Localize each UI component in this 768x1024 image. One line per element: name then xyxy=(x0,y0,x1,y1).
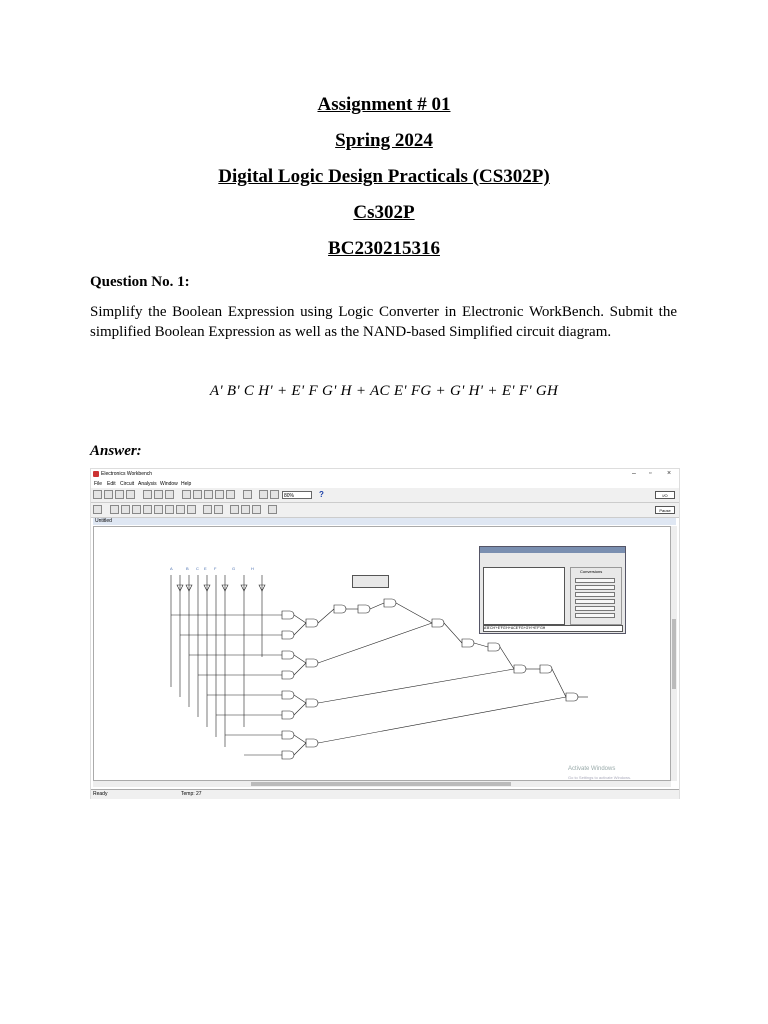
boolean-expression: A' B' C H' + E' F G' H + AC E' FG + G' H' + E' F' GH xyxy=(209,383,559,399)
transistors-bin-icon[interactable] xyxy=(132,505,141,514)
course-code: Cs302P xyxy=(353,202,415,223)
student-id: BC230215316 xyxy=(328,238,440,259)
logic-gates-bin-icon[interactable] xyxy=(176,505,185,514)
close-icon[interactable]: × xyxy=(667,470,672,477)
new-file-icon[interactable] xyxy=(93,490,102,499)
workbench-screenshot xyxy=(90,468,680,799)
assignment-title: Assignment # 01 xyxy=(317,94,451,115)
status-ready: Ready xyxy=(93,791,108,797)
flip-vertical-icon[interactable] xyxy=(204,490,213,499)
window-title: Electronics Workbench xyxy=(101,471,153,477)
cut-icon[interactable] xyxy=(143,490,152,499)
question-text: Simplify the Boolean Expression using Logic Converter in Electronic WorkBench. Submit the simplified Boolean Expression as well as the NAND-based Simplified circuit diagram. xyxy=(90,304,677,340)
open-folder-icon[interactable] xyxy=(104,490,113,499)
question-heading: Question No. 1: xyxy=(90,274,190,290)
menu-analysis[interactable]: Analysis xyxy=(138,481,157,487)
input-label-b: B xyxy=(186,566,189,571)
expression-to-truth-table-button[interactable] xyxy=(575,599,615,604)
sources-bin-icon[interactable] xyxy=(93,505,102,514)
input-label-a: A xyxy=(170,566,173,571)
rotate-icon[interactable] xyxy=(182,490,191,499)
converter-expression-field[interactable]: A'B'CH'+E'FG'H+ACE'FG+G'H'+E'F'GH xyxy=(483,625,623,632)
input-label-h: H xyxy=(251,566,254,571)
paste-icon[interactable] xyxy=(165,490,174,499)
circuit-window-title: Untitled xyxy=(95,518,112,524)
instruments-bin-icon[interactable] xyxy=(230,505,239,514)
menu-bar xyxy=(91,480,679,488)
menu-help[interactable]: Help xyxy=(181,481,192,487)
mixed-ics-bin-icon[interactable] xyxy=(154,505,163,514)
truth-table xyxy=(483,567,565,625)
graph-icon[interactable] xyxy=(243,490,252,499)
help-icon[interactable]: ? xyxy=(319,490,324,499)
miscellaneous-bin-icon[interactable] xyxy=(241,505,250,514)
input-label-c: C xyxy=(196,566,199,571)
conversions-panel xyxy=(570,567,622,625)
course-title: Digital Logic Design Practicals (CS302P) xyxy=(218,166,550,187)
save-icon[interactable] xyxy=(115,490,124,499)
expression-to-nand-button[interactable] xyxy=(575,613,615,618)
menu-circuit[interactable]: Circuit xyxy=(120,481,135,487)
analog-ics-bin-icon[interactable] xyxy=(143,505,152,514)
logic-converter-window[interactable] xyxy=(479,546,626,634)
input-label-f: F xyxy=(214,566,217,571)
indicators-bin-icon[interactable] xyxy=(203,505,212,514)
window-titlebar xyxy=(91,469,679,480)
status-bar xyxy=(91,789,679,799)
create-subcircuit-icon[interactable] xyxy=(226,490,235,499)
activate-windows-watermark: Activate Windows xyxy=(568,766,616,772)
menu-file[interactable]: File xyxy=(94,481,103,487)
vertical-scroll-thumb[interactable] xyxy=(672,619,676,689)
diodes-bin-icon[interactable] xyxy=(121,505,130,514)
instrument-icon[interactable] xyxy=(352,575,389,588)
models-bin-icon[interactable] xyxy=(252,505,261,514)
toolbar-main xyxy=(91,488,679,503)
semester-title: Spring 2024 xyxy=(335,130,433,151)
truth-table-to-expression-button[interactable] xyxy=(575,585,615,590)
zoom-select[interactable]: 80% xyxy=(282,491,312,499)
input-label-g: G xyxy=(232,566,236,571)
maximize-icon[interactable]: ▫ xyxy=(649,470,652,477)
app-icon xyxy=(93,471,99,477)
basic-bin-icon[interactable] xyxy=(110,505,119,514)
digital-ics-bin-icon[interactable] xyxy=(165,505,174,514)
expression-to-circuit-button[interactable] xyxy=(575,606,615,611)
minimize-icon[interactable]: – xyxy=(632,470,636,477)
truth-table-to-simplified-button[interactable] xyxy=(575,592,615,597)
zoom-in-icon[interactable] xyxy=(270,490,279,499)
conversions-label: Conversions xyxy=(580,569,603,574)
menu-edit[interactable]: Edit xyxy=(107,481,116,487)
status-temperature: Temp: 27 xyxy=(181,791,202,797)
logic-converter-titlebar xyxy=(480,547,625,553)
controls-bin-icon[interactable] xyxy=(214,505,223,514)
copy-icon[interactable] xyxy=(154,490,163,499)
convert-to-truth-table-button[interactable] xyxy=(575,578,615,583)
component-properties-icon[interactable] xyxy=(215,490,224,499)
circuit-window-titlebar xyxy=(93,518,676,525)
print-icon[interactable] xyxy=(126,490,135,499)
input-label-e: E xyxy=(204,566,207,571)
digital-bin-icon[interactable] xyxy=(187,505,196,514)
answer-label: Answer: xyxy=(90,443,142,459)
horizontal-scroll-thumb[interactable] xyxy=(251,782,511,786)
menu-window[interactable]: Window xyxy=(160,481,178,487)
custom-bin-icon[interactable] xyxy=(268,505,277,514)
flip-horizontal-icon[interactable] xyxy=(193,490,202,499)
io-button[interactable]: I/O xyxy=(655,491,675,499)
zoom-out-icon[interactable] xyxy=(259,490,268,499)
toolbar-parts-bin xyxy=(91,503,679,518)
activate-windows-hint: Go to Settings to activate Windows. xyxy=(568,775,632,780)
pause-button[interactable]: Pause xyxy=(655,506,675,514)
